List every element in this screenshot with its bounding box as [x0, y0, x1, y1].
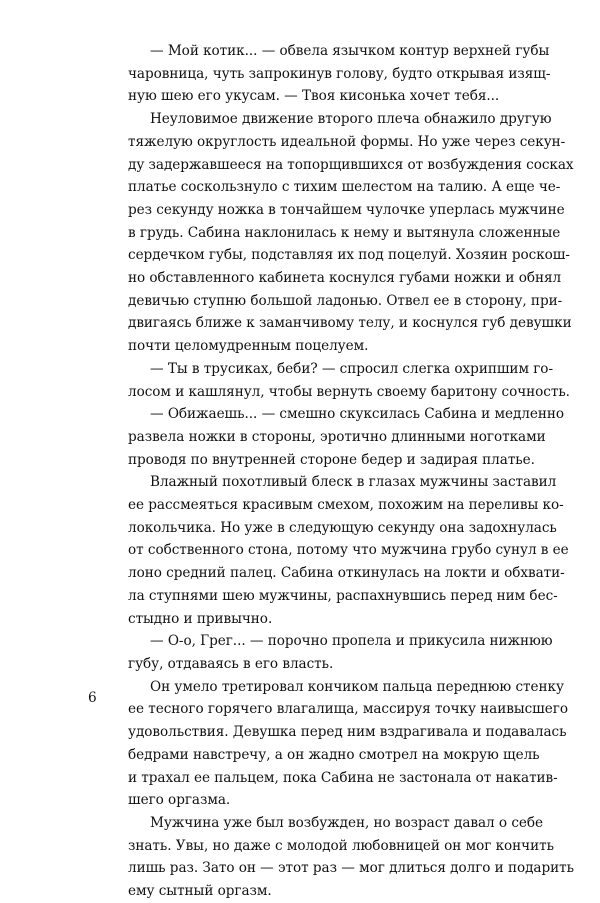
page-number: 6: [88, 690, 97, 706]
text-line: — О-о, Грег... — порочно пропела и прикусила нижнюю: [150, 633, 553, 650]
text-line: ее рассмеяться красивым смехом, похожим на переливы ко-: [128, 497, 564, 514]
paragraph: [128, 108, 574, 358]
text-line: лосом и кашлянул, чтобы вернуть своему баритону сочность.: [128, 383, 570, 400]
text-line: девичью ступню большой ладонью. Отвел ее в сторону, при-: [128, 292, 563, 309]
text-line: Влажный похотливый блеск в глазах мужчины заставил: [150, 474, 557, 491]
text-line: — Обижаешь... — смешно скуксилась Сабина и медленно: [150, 406, 565, 423]
paragraph: [128, 630, 553, 675]
text-line: ему сытный оргазм.: [128, 883, 272, 900]
text-line: двигаясь ближе к заманчивому телу, и коснулся губ девушки: [128, 315, 572, 332]
paragraph: [128, 471, 569, 630]
paragraph: [128, 40, 551, 108]
paragraph: [128, 812, 574, 903]
paragraph: [128, 676, 568, 812]
text-line: ду задержавшееся на топорщившихся от возбуждения сосках: [128, 156, 574, 173]
text-column: [128, 40, 574, 903]
text-line: от собственного стона, потому что мужчина грубо сунул в ее: [128, 542, 569, 559]
text-line: платье соскользнуло с тихим шелестом на талию. А еще че-: [128, 179, 561, 196]
text-line: Он умело третировал кончиком пальца переднюю стенку: [150, 678, 564, 695]
text-line: рез секунду ножка в тончайшем чулочке уперлась мужчине: [128, 201, 565, 218]
text-line: проводя по внутренней стороне бедер и задирая платье.: [128, 451, 535, 468]
text-line: сердечком губы, подставляя их под поцелуй. Хозяин роскош-: [128, 247, 570, 264]
text-line: тяжелую округлость идеальной формы. Но уже через секун-: [128, 133, 566, 150]
text-line: стыдно и привычно.: [128, 610, 273, 627]
text-line: почти целомудренным поцелуем.: [128, 338, 369, 355]
text-line: бедрами навстречу, а он жадно смотрел на мокрую щель: [128, 746, 540, 763]
text-line: знать. Увы, но даже с молодой любовницей он мог кончить: [128, 837, 554, 854]
text-line: губу, отдаваясь в его власть.: [128, 655, 334, 672]
text-line: локольчика. Но уже в следующую секунду она задохнулась: [128, 519, 557, 536]
text-line: ее тесного горячего влагалища, массируя точку наивысшего: [128, 701, 568, 718]
text-line: в грудь. Сабина наклонилась к нему и вытянула сложенные: [128, 224, 561, 241]
paragraph: [128, 403, 565, 471]
text-line: лоно средний палец. Сабина откинулась на локти и обхвати-: [128, 565, 565, 582]
text-line: удовольствия. Девушка перед ним вздрагивала и подавалась: [128, 724, 567, 741]
text-line: ную шею его укусам. — Твоя кисонька хочет тебя...: [128, 88, 500, 105]
text-line: Неуловимое движение второго плеча обнажило другую: [150, 111, 552, 128]
text-line: — Ты в трусиках, беби? — спросил слегка охрипшим го-: [150, 360, 553, 377]
text-line: развела ножки в стороны, эротично длинными ноготками: [128, 428, 546, 445]
text-line: Мужчина уже был возбужден, но возраст давал о себе: [150, 814, 544, 831]
text-line: но обставленного кабинета коснулся губами ножки и обнял: [128, 270, 562, 287]
paragraph: [128, 358, 570, 403]
text-line: ла ступнями шею мужчины, распахнувшись перед ним бес-: [128, 587, 558, 604]
text-line: чаровница, чуть запрокинув голову, будто открывая изящ-: [128, 65, 551, 82]
text-line: шего оргазма.: [128, 792, 231, 809]
text-line: и трахал ее пальцем, пока Сабина не застонала от накатив-: [128, 769, 558, 786]
text-line: — Мой котик... — обвела язычком контур верхней губы: [150, 43, 550, 59]
text-line: лишь раз. Зато он — этот раз — мог длиться долго и подарить: [128, 860, 574, 877]
